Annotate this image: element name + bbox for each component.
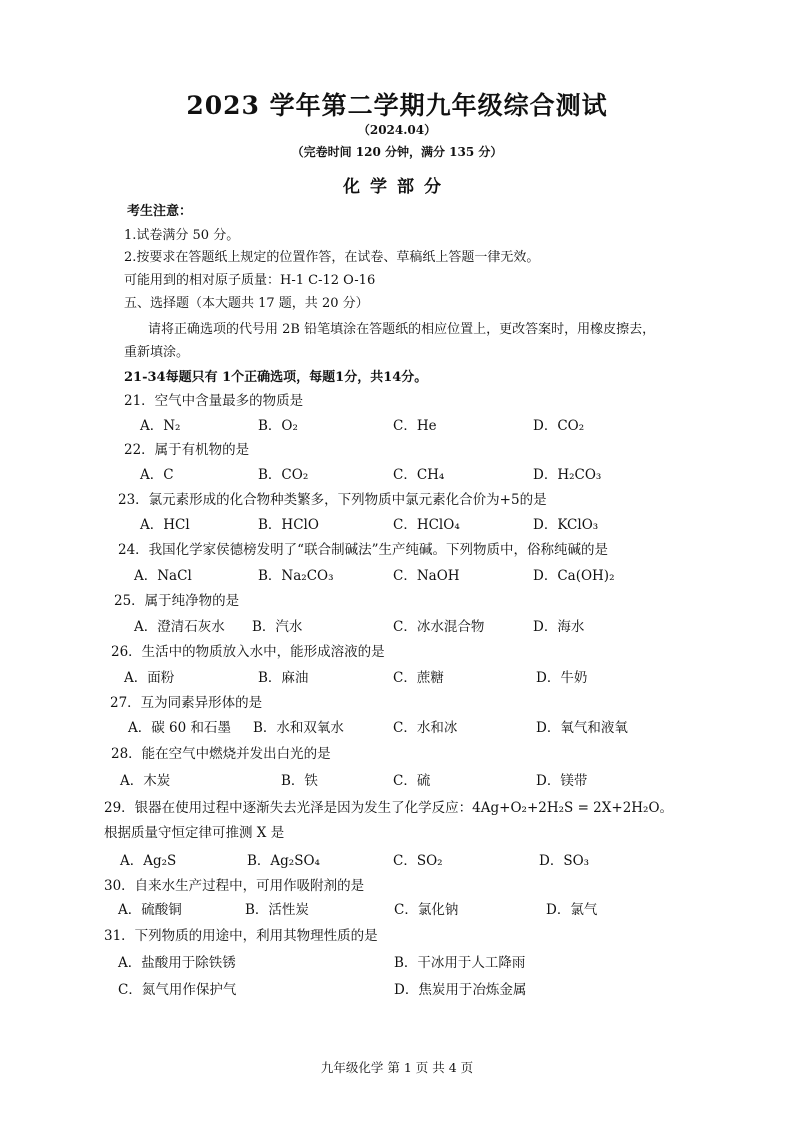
question-27-option-c: C．水和冰 — [393, 720, 458, 736]
exam-date: （2024.04） — [357, 123, 437, 137]
question-21-option-a: A．N₂ — [140, 418, 181, 434]
page-footer: 九年级化学 第 1 页 共 4 页 — [320, 1060, 474, 1075]
question-24-stem: 24．我国化学家侯德榜发明了“联合制碱法”生产纯碱。下列物质中，俗称纯碱的是 — [118, 542, 608, 558]
atomic-mass-note: 可能用到的相对原子质量：H-1 C-12 O-16 — [124, 273, 376, 288]
question-26-option-a: A．面粉 — [124, 670, 175, 686]
question-29-option-a: A．Ag₂S — [120, 853, 177, 869]
question-22-stem: 22．属于有机物的是 — [124, 442, 250, 458]
question-22-option-d: D．H₂CO₃ — [533, 467, 602, 483]
question-28-stem: 28．能在空气中燃烧并发出白光的是 — [111, 746, 331, 762]
subject-title: 化学部分 — [343, 177, 451, 197]
question-22-option-a: A．C — [140, 467, 174, 483]
notice-item-1: 1.试卷满分 50 分。 — [124, 228, 240, 243]
question-28-option-c: C．硫 — [393, 773, 431, 789]
section-sub-heading: 21-34每题只有 1个正确选项，每题1分，共14分。 — [124, 370, 428, 385]
question-21-stem: 21．空气中含量最多的物质是 — [124, 393, 304, 409]
question-27-option-b: B．水和双氧水 — [253, 720, 344, 736]
question-25-option-a: A．澄清石灰水 — [134, 619, 225, 635]
question-23-option-a: A．HCl — [140, 517, 190, 533]
question-29-stem: 29．银器在使用过程中逐渐失去光泽是因为发生了化学反应：4Ag+O₂+2H₂S = 2X+2H₂O。 — [104, 800, 674, 816]
question-21-option-b: B．O₂ — [258, 418, 298, 434]
question-28-option-b: B．铁 — [281, 773, 318, 789]
question-31-stem: 31．下列物质的用途中，利用其物理性质的是 — [104, 928, 378, 944]
question-22-option-b: B．CO₂ — [258, 467, 309, 483]
question-22-option-c: C．CH₄ — [393, 467, 445, 483]
question-25-option-d: D．海水 — [533, 619, 585, 635]
question-23-option-c: C．HClO₄ — [393, 517, 460, 533]
question-26-option-c: C．蔗糖 — [393, 670, 444, 686]
question-30-option-a: A．硫酸铜 — [118, 902, 182, 918]
question-21-option-c: C．He — [393, 418, 437, 434]
question-26-option-d: D．牛奶 — [536, 670, 588, 686]
section-instruction-2: 重新填涂。 — [124, 345, 190, 360]
question-25-option-c: C．冰水混合物 — [393, 619, 485, 635]
question-30-option-c: C．氯化钠 — [394, 902, 459, 918]
question-27-stem: 27．互为同素异形体的是 — [110, 695, 263, 711]
question-23-stem: 23．氯元素形成的化合物种类繁多，下列物质中氯元素化合价为+5的是 — [118, 492, 547, 508]
question-26-stem: 26．生活中的物质放入水中，能形成溶液的是 — [111, 644, 385, 660]
question-29-option-c: C．SO₂ — [393, 853, 443, 869]
notice-heading: 考生注意： — [127, 204, 193, 219]
question-24-option-d: D．Ca(OH)₂ — [533, 568, 615, 584]
question-28-option-d: D．镁带 — [536, 773, 588, 789]
question-29-option-b: B．Ag₂SO₄ — [247, 853, 320, 869]
question-27-option-d: D．氧气和液氧 — [536, 720, 628, 736]
exam-title: 2023 学年第二学期九年级综合测试 — [186, 91, 608, 120]
question-31-option-b: B．干冰用于人工降雨 — [394, 955, 526, 971]
question-24-option-b: B．Na₂CO₃ — [258, 568, 334, 584]
question-31-option-d: D．焦炭用于冶炼金属 — [394, 982, 527, 998]
question-30-option-d: D．氯气 — [546, 902, 598, 918]
question-25-option-b: B．汽水 — [252, 619, 303, 635]
question-27-option-a: A．碳 60 和石墨 — [128, 720, 232, 736]
question-21-option-d: D．CO₂ — [533, 418, 585, 434]
question-25-stem: 25．属于纯净物的是 — [114, 593, 240, 609]
question-23-option-b: B．HClO — [258, 517, 319, 533]
question-30-stem: 30．自来水生产过程中，可用作吸附剂的是 — [104, 878, 365, 894]
question-31-option-c: C．氮气用作保护气 — [118, 982, 237, 998]
question-24-option-a: A．NaCl — [134, 568, 192, 584]
section-instruction-1: 请将正确选项的代号用 2B 铅笔填涂在答题纸的相应位置上，更改答案时，用橡皮擦去， — [148, 322, 656, 337]
question-23-option-d: D．KClO₃ — [533, 517, 599, 533]
question-31-option-a: A．盐酸用于除铁锈 — [118, 955, 236, 971]
question-29-option-d: D．SO₃ — [539, 853, 590, 869]
question-28-option-a: A．木炭 — [120, 773, 171, 789]
section-heading: 五、选择题（本大题共 17 题，共 20 分） — [124, 296, 369, 311]
question-29-stem-continued: 根据质量守恒定律可推测 X 是 — [104, 825, 285, 841]
exam-time-note: （完卷时间 120 分钟，满分 135 分） — [291, 145, 503, 159]
question-30-option-b: B．活性炭 — [245, 902, 309, 918]
question-26-option-b: B．麻油 — [258, 670, 309, 686]
question-24-option-c: C．NaOH — [393, 568, 460, 584]
notice-item-2: 2.按要求在答题纸上规定的位置作答，在试卷、草稿纸上答题一律无效。 — [124, 250, 540, 265]
